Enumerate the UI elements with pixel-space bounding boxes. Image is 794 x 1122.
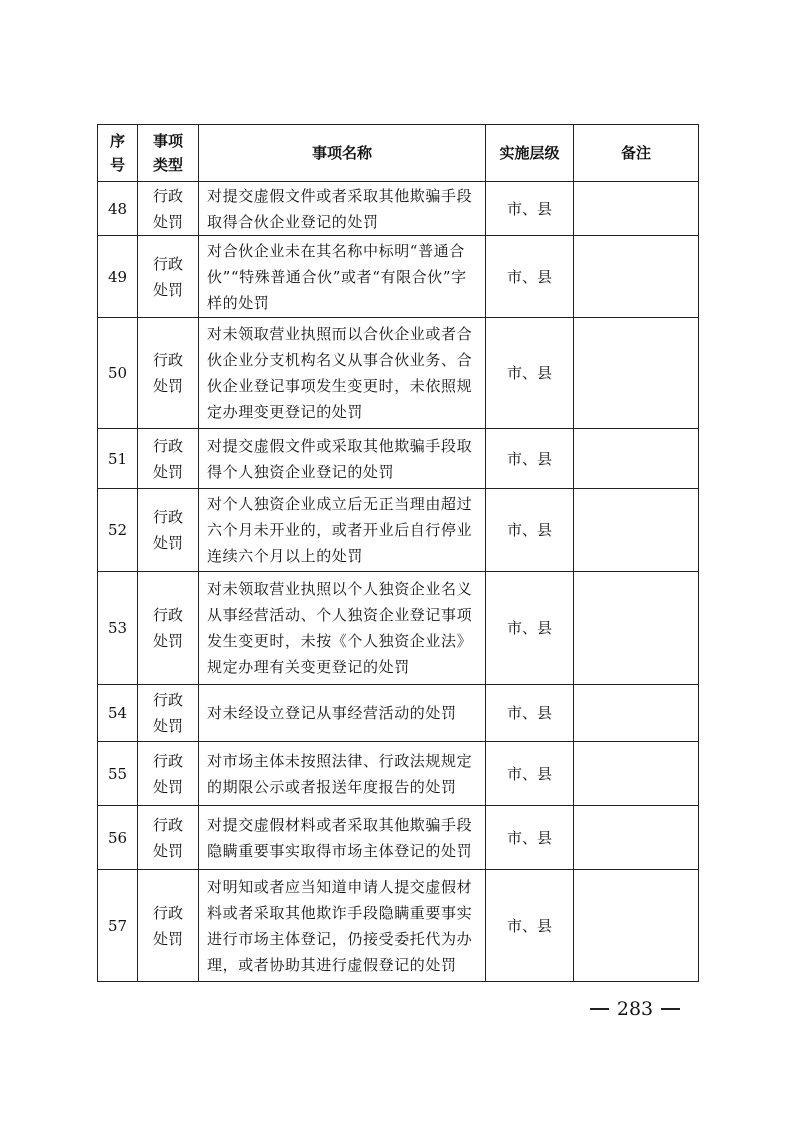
- row-name: 对市场主体未按照法律、行政法规规定的期限公示或者报送年度报告的处罚: [199, 742, 486, 806]
- row-name: 对提交虚假材料或者采取其他欺骗手段隐瞒重要事实取得市场主体登记的处罚: [199, 806, 486, 870]
- dash-left: [590, 1008, 609, 1009]
- table-row: [98, 806, 699, 870]
- row-type: 行政处罚: [138, 685, 199, 742]
- table-row: [98, 182, 699, 236]
- row-remark: [574, 806, 699, 870]
- row-remark: [574, 870, 699, 982]
- row-level: 市、县: [486, 318, 574, 429]
- page-number: 283: [616, 998, 654, 1020]
- row-level: 市、县: [486, 806, 574, 870]
- row-seq: 56: [98, 806, 138, 870]
- row-seq: 55: [98, 742, 138, 806]
- row-seq: 50: [98, 318, 138, 429]
- row-name: 对未经设立登记从事经营活动的处罚: [199, 685, 486, 742]
- row-level: 市、县: [486, 489, 574, 572]
- row-type: 行政处罚: [138, 182, 199, 236]
- row-level: 市、县: [486, 182, 574, 236]
- items-table: [97, 124, 699, 982]
- row-type: 行政处罚: [138, 489, 199, 572]
- row-level: 市、县: [486, 236, 574, 318]
- header-remark: 备注: [574, 125, 699, 182]
- row-name: 对明知或者应当知道申请人提交虚假材料或者采取其他欺诈手段隐瞒重要事实进行市场主体登记，仍接受委托代为办理，或者协助其进行虚假登记的处罚: [199, 870, 486, 982]
- table-row: [98, 742, 699, 806]
- table-row: [98, 685, 699, 742]
- row-name: 对提交虚假文件或采取其他欺骗手段取得个人独资企业登记的处罚: [199, 429, 486, 489]
- row-seq: 54: [98, 685, 138, 742]
- row-name: 对提交虚假文件或者采取其他欺骗手段取得合伙企业登记的处罚: [199, 182, 486, 236]
- row-seq: 57: [98, 870, 138, 982]
- row-remark: [574, 489, 699, 572]
- page-footer: [590, 998, 680, 1020]
- row-remark: [574, 318, 699, 429]
- row-type: 行政处罚: [138, 429, 199, 489]
- row-name: 对合伙企业未在其名称中标明“普通合伙”“特殊普通合伙”或者“有限合伙”字样的处罚: [199, 236, 486, 318]
- row-type: 行政处罚: [138, 742, 199, 806]
- row-remark: [574, 236, 699, 318]
- row-level: 市、县: [486, 870, 574, 982]
- row-seq: 51: [98, 429, 138, 489]
- row-level: 市、县: [486, 685, 574, 742]
- row-type: 行政处罚: [138, 572, 199, 685]
- row-name: 对个人独资企业成立后无正当理由超过六个月未开业的，或者开业后自行停业连续六个月以上的处罚: [199, 489, 486, 572]
- header-type: 事项类型: [138, 125, 199, 182]
- table-row: [98, 318, 699, 429]
- row-remark: [574, 182, 699, 236]
- row-level: 市、县: [486, 572, 574, 685]
- table-row: [98, 236, 699, 318]
- row-remark: [574, 429, 699, 489]
- table-row: [98, 489, 699, 572]
- table-row: [98, 429, 699, 489]
- table-header-row: [98, 125, 699, 182]
- row-type: 行政处罚: [138, 318, 199, 429]
- row-name: 对未领取营业执照而以合伙企业或者合伙企业分支机构名义从事合伙业务、合伙企业登记事项发生变更时，未依照规定办理变更登记的处罚: [199, 318, 486, 429]
- row-type: 行政处罚: [138, 870, 199, 982]
- row-name: 对未领取营业执照以个人独资企业名义从事经营活动、个人独资企业登记事项发生变更时，未按《个人独资企业法》规定办理有关变更登记的处罚: [199, 572, 486, 685]
- row-remark: [574, 685, 699, 742]
- row-type: 行政处罚: [138, 806, 199, 870]
- header-name: 事项名称: [199, 125, 486, 182]
- header-level: 实施层级: [486, 125, 574, 182]
- row-type: 行政处罚: [138, 236, 199, 318]
- row-remark: [574, 572, 699, 685]
- header-seq: 序号: [98, 125, 138, 182]
- row-seq: 49: [98, 236, 138, 318]
- table-row: [98, 572, 699, 685]
- row-level: 市、县: [486, 429, 574, 489]
- row-remark: [574, 742, 699, 806]
- row-level: 市、县: [486, 742, 574, 806]
- table-row: [98, 870, 699, 982]
- row-seq: 48: [98, 182, 138, 236]
- row-seq: 53: [98, 572, 138, 685]
- dash-right: [661, 1008, 680, 1009]
- row-seq: 52: [98, 489, 138, 572]
